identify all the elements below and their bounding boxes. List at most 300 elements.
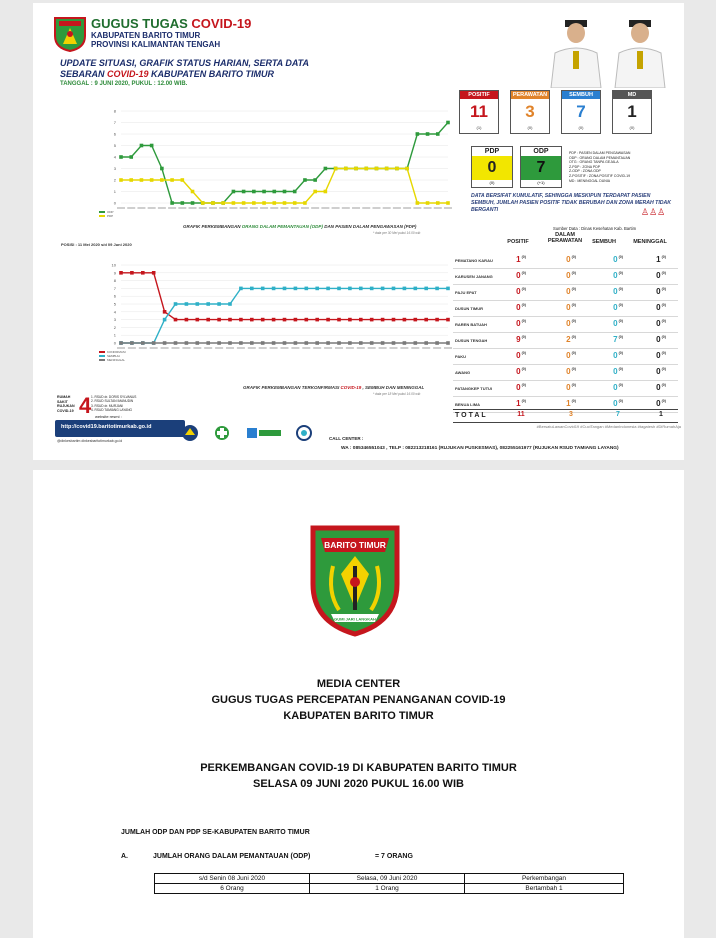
- data-point: [334, 167, 338, 171]
- y-tick-label: 6: [113, 131, 116, 137]
- x-tick-mark: [444, 347, 452, 349]
- region-value: 0$^{(0)}$: [656, 351, 666, 360]
- data-point: [293, 190, 297, 194]
- data-point: [446, 201, 450, 205]
- legend-line: PDP : PASIEN DALAM PENGAWASAN: [569, 151, 631, 155]
- data-point: [217, 318, 221, 322]
- x-tick-mark: [400, 347, 408, 349]
- infographic-title: GUGUS TUGAS COVID-19: [91, 16, 252, 31]
- data-point: [344, 167, 348, 171]
- data-point: [252, 190, 256, 194]
- x-tick-mark: [182, 347, 190, 349]
- hashtags: #BersatuLawanCovid19 #CuciTangan #MedanIndonesia #tagatesh #DiRumahAja: [536, 424, 681, 429]
- regency-logo-icon: [53, 16, 87, 52]
- region-value: 0$^{(0)}$: [566, 303, 576, 312]
- hospital-count: 4: [79, 393, 92, 418]
- x-tick-mark: [270, 347, 278, 349]
- legend-label: KONFIRMASI: [107, 350, 126, 354]
- stat-positif-value: 11: [470, 102, 488, 121]
- x-tick-mark: [189, 207, 197, 209]
- data-point: [436, 201, 440, 205]
- legend-label: PDP: [107, 214, 114, 218]
- x-tick-mark: [193, 347, 201, 349]
- call-center-label: CALL CENTER :: [329, 436, 364, 441]
- region-value: 0$^{(0)}$: [516, 367, 526, 376]
- data-point: [337, 318, 341, 322]
- data-point: [348, 287, 352, 291]
- x-tick-mark: [434, 207, 442, 209]
- x-tick-mark: [127, 207, 135, 209]
- data-point: [426, 201, 430, 205]
- legend-line: OTG : ORANG TANPA GEJALA: [569, 160, 619, 165]
- data-point: [163, 341, 167, 345]
- germas-logo-icon: [247, 424, 283, 442]
- data-point: [242, 190, 246, 194]
- data-point: [392, 341, 396, 345]
- data-point: [160, 178, 164, 182]
- data-point: [141, 271, 145, 275]
- stat-md-change: (0): [629, 125, 635, 130]
- data-point: [313, 190, 317, 194]
- x-tick-mark: [248, 347, 256, 349]
- legend-swatch: [99, 351, 105, 353]
- x-tick-mark: [209, 207, 217, 209]
- x-tick-mark: [229, 207, 237, 209]
- region-value: 0$^{(0)}$: [613, 287, 623, 296]
- region-value: 0$^{(0)}$: [656, 399, 666, 408]
- hospital-list: [91, 395, 151, 413]
- y-tick-label: 3: [113, 166, 116, 171]
- x-tick-mark: [215, 347, 223, 349]
- data-point: [359, 318, 363, 322]
- region-value: 0$^{(0)}$: [656, 319, 666, 328]
- data-point: [239, 318, 243, 322]
- y-tick-label: 8: [113, 278, 116, 284]
- odp-change: (+1): [537, 180, 545, 185]
- data-point: [315, 318, 319, 322]
- table-row: [453, 317, 678, 333]
- x-tick-mark: [237, 347, 245, 349]
- legend-swatch: [99, 355, 105, 357]
- data-point: [181, 178, 185, 182]
- stat-positif: [459, 90, 499, 134]
- media-center-title: MEDIA CENTER: [316, 678, 401, 690]
- data-point: [381, 318, 385, 322]
- data-point: [272, 341, 276, 345]
- data-point: [414, 318, 418, 322]
- y-tick-label: 0: [113, 200, 116, 206]
- x-tick-mark: [332, 207, 340, 209]
- region-value: 1$^{(0)}$: [566, 399, 576, 408]
- data-point: [403, 287, 407, 291]
- data-point: [191, 190, 195, 194]
- legend-label: SEMBUH: [107, 354, 120, 358]
- data-point: [370, 287, 374, 291]
- x-tick-mark: [128, 347, 136, 349]
- stat-md-label: MD: [613, 91, 651, 99]
- region-name: DUSUN TENGAH: [455, 338, 488, 343]
- region-value: 0$^{(0)}$: [516, 319, 526, 328]
- data-point: [261, 318, 265, 322]
- data-point: [446, 121, 450, 125]
- data-point: [185, 302, 189, 306]
- infographic-regency: KABUPATEN BARITO TIMUR: [91, 31, 201, 40]
- y-tick-label: 1: [113, 189, 116, 194]
- social-handles: @dinkesbartim dinkesbaritotimurkab.go.id: [57, 439, 123, 443]
- people-icon: ♙♙♙: [641, 207, 666, 217]
- x-tick-mark: [311, 207, 319, 209]
- data-point: [163, 318, 167, 322]
- x-tick-mark: [240, 207, 248, 209]
- data-point: [435, 341, 439, 345]
- data-point: [294, 341, 298, 345]
- col-perawatan: DALAM PERAWATAN: [547, 232, 583, 244]
- x-tick-mark: [321, 207, 329, 209]
- region-value: 0$^{(0)}$: [656, 335, 666, 344]
- region-value: 0$^{(0)}$: [516, 271, 526, 280]
- table-row: [453, 349, 678, 365]
- region-value: 0$^{(0)}$: [566, 351, 576, 360]
- covid-infographic: [33, 3, 684, 460]
- x-tick-mark: [372, 207, 380, 209]
- data-point: [405, 167, 409, 171]
- data-point: [272, 318, 276, 322]
- data-point: [354, 167, 358, 171]
- website-link[interactable]: http://covid19.baritotimurkab.go.id: [61, 424, 152, 430]
- table-cell: Bertambah 1: [465, 884, 624, 894]
- data-point: [293, 201, 297, 205]
- data-point: [221, 201, 225, 205]
- data-point: [119, 341, 123, 345]
- x-tick-mark: [422, 347, 430, 349]
- data-point: [174, 302, 178, 306]
- data-point: [250, 341, 254, 345]
- total-label: TOTAL: [455, 412, 488, 419]
- data-point: [403, 318, 407, 322]
- total-meninggal: 1: [659, 411, 663, 418]
- region-value: 0$^{(0)}$: [566, 367, 576, 376]
- odp-value: 7: [521, 156, 561, 180]
- data-point: [283, 190, 287, 194]
- x-tick-mark: [137, 207, 145, 209]
- x-tick-mark: [357, 347, 365, 349]
- table-row: [453, 365, 678, 381]
- data-point: [303, 178, 307, 182]
- data-point: [170, 201, 174, 205]
- data-point: [150, 178, 154, 182]
- table-header: s/d Senin 08 Juni 2020: [155, 874, 310, 884]
- data-point: [250, 318, 254, 322]
- data-point: [370, 318, 374, 322]
- pdp-label: PDP: [484, 148, 500, 155]
- col-meninggal: MENINGGAL: [633, 239, 667, 245]
- data-point: [174, 318, 178, 322]
- data-point: [326, 287, 330, 291]
- data-point: [348, 341, 352, 345]
- chart1-note: * data per 30 Mei pukul 16.00 wib: [373, 231, 421, 235]
- data-point: [315, 341, 319, 345]
- data-point: [119, 155, 123, 159]
- data-point: [424, 318, 428, 322]
- data-point: [217, 341, 221, 345]
- data-point: [364, 167, 368, 171]
- hospital-item: 2. RSUD SULTAN IMANUDIN: [91, 399, 134, 404]
- x-tick-mark: [226, 347, 234, 349]
- x-tick-mark: [199, 207, 207, 209]
- table-row: [453, 301, 678, 317]
- regency-title: KABUPATEN BARITO TIMUR: [283, 710, 434, 722]
- region-value: 9$^{(0)}$: [516, 335, 526, 344]
- data-point: [160, 167, 164, 171]
- x-tick-mark: [281, 207, 289, 209]
- data-point: [305, 318, 309, 322]
- legend-swatch: [99, 211, 105, 213]
- table-row: [155, 884, 624, 894]
- region-value: 0$^{(0)}$: [566, 319, 576, 328]
- chart2-period: POSISI : 11 Mei 2020 s/d 09 Juni 2020: [61, 242, 132, 247]
- x-tick-mark: [148, 207, 156, 209]
- data-point: [272, 287, 276, 291]
- data-point: [305, 341, 309, 345]
- infographic-province: PROVINSI KALIMANTAN TENGAH: [91, 40, 221, 49]
- website-header: website resmi :: [95, 414, 122, 419]
- legend-line: ODP : ORANG DALAM PEMANTAUAN: [569, 155, 631, 160]
- region-value: 0$^{(0)}$: [656, 271, 666, 280]
- data-point: [206, 341, 210, 345]
- odp-box: [520, 146, 562, 188]
- region-value: 0$^{(0)}$: [566, 287, 576, 296]
- region-value: 0$^{(0)}$: [613, 399, 623, 408]
- data-point: [414, 287, 418, 291]
- data-point: [283, 201, 287, 205]
- region-name: PAJU EPAT: [455, 290, 477, 295]
- stat-positif-change: (1): [476, 125, 482, 130]
- x-tick-mark: [150, 347, 158, 349]
- chart1-caption: GRAFIK PERKEMBANGAN ORANG DALAM PEMANTAUAN (ODP) DAN PASIEN DALAM PENGAWASAN (PDP): [183, 224, 417, 229]
- data-point: [359, 341, 363, 345]
- x-tick-mark: [444, 207, 452, 209]
- data-point: [283, 341, 287, 345]
- x-tick-mark: [291, 207, 299, 209]
- x-tick-mark: [117, 347, 125, 349]
- data-point: [232, 201, 236, 205]
- x-tick-mark: [368, 347, 376, 349]
- data-point: [283, 318, 287, 322]
- data-point: [262, 190, 266, 194]
- x-tick-mark: [117, 207, 125, 209]
- emblem-banner-text: BARITO TIMUR: [324, 540, 386, 550]
- data-point: [381, 341, 385, 345]
- data-point: [150, 144, 154, 148]
- table-row: [453, 333, 678, 349]
- region-value: 0$^{(0)}$: [516, 303, 526, 312]
- chart2-caption: GRAFIK PERKEMBANGAN TERKONFIRMASI COVID-19 , SEMBUH DAN MENINGGAL: [243, 385, 425, 390]
- table-header: Perkembangan: [465, 874, 624, 884]
- cumulative-note: DATA BERSIFAT KUMULATIF, SEHINGGA MESKIPUN TERDAPAT PASIEN SEMBUH, JUMLAH PASIEN POSITIF TIDAK BERUBAH DAN ZONA MERAH TIDAK BERGANTI: [471, 193, 672, 213]
- data-point: [152, 271, 156, 275]
- total-sembuh: 7: [616, 411, 620, 418]
- region-name: PEMATANG KARAU: [455, 258, 493, 263]
- emblem-motto-text: GUMI JARI LANGKAH: [334, 616, 376, 622]
- region-value: 0$^{(0)}$: [613, 383, 623, 392]
- data-point: [381, 287, 385, 291]
- stat-perawatan: [510, 90, 550, 134]
- region-name: BENUA LIMA: [455, 402, 480, 407]
- table-row: [453, 381, 678, 397]
- data-point: [303, 201, 307, 205]
- odp-table: [154, 873, 624, 894]
- stat-md-value: 1: [627, 102, 637, 121]
- call-center-numbers: WA : 085346551043 , TELP : 082213218161 (RUJUKAN PUSKESMAS), 082255161977 (RUJUKAN RSUD TAMIANG LAYANG): [341, 446, 619, 451]
- x-tick-mark: [250, 207, 258, 209]
- y-tick-label: 7: [113, 285, 116, 291]
- table-cell: 6 Orang: [155, 884, 310, 894]
- x-tick-mark: [259, 347, 267, 349]
- data-point: [416, 201, 420, 205]
- stat-sembuh-label: SEMBUH: [562, 91, 600, 99]
- y-tick-label: 7: [113, 120, 116, 125]
- table-cell: 1 Orang: [310, 884, 465, 894]
- x-tick-mark: [335, 347, 343, 349]
- data-point: [446, 341, 450, 345]
- data-point: [129, 178, 133, 182]
- data-point: [426, 132, 430, 136]
- legend-line: Z-ODP : ZONA ODP: [569, 169, 601, 174]
- y-tick-label: 4: [113, 154, 116, 160]
- update-date: TANGGAL : 9 JUNI 2020, PUKUL : 12.00 WIB.: [60, 81, 188, 87]
- x-tick-mark: [139, 347, 147, 349]
- data-point: [242, 201, 246, 205]
- data-point: [283, 287, 287, 291]
- col-sembuh: SEMBUH: [592, 239, 616, 245]
- region-value: 0$^{(0)}$: [613, 367, 623, 376]
- data-point: [435, 318, 439, 322]
- data-point: [196, 302, 200, 306]
- odp-item: [121, 853, 413, 860]
- x-tick-mark: [424, 207, 432, 209]
- region-value: 0$^{(0)}$: [656, 367, 666, 376]
- data-point: [375, 167, 379, 171]
- region-value: 0$^{(0)}$: [516, 287, 526, 296]
- x-tick-mark: [260, 207, 268, 209]
- data-point: [206, 302, 210, 306]
- data-point: [424, 287, 428, 291]
- data-point: [395, 167, 399, 171]
- data-point: [140, 178, 144, 182]
- stat-perawatan-label: PERAWATAN: [512, 92, 548, 98]
- data-point: [130, 271, 134, 275]
- stat-md: [612, 90, 652, 134]
- region-name: RAREN BATUAH: [455, 322, 487, 327]
- data-point: [337, 287, 341, 291]
- data-point: [416, 132, 420, 136]
- region-name: PATANGKEP TUTUI: [455, 386, 493, 391]
- region-value: 2$^{(0)}$: [566, 335, 576, 344]
- x-tick-mark: [362, 207, 370, 209]
- data-point: [239, 341, 243, 345]
- x-tick-mark: [324, 347, 332, 349]
- item-label: JUMLAH ORANG DALAM PEMANTAUAN (ODP): [153, 853, 311, 860]
- legend-line: MD : MENINGGAL DUNIA: [569, 178, 611, 183]
- stat-sembuh-value: 7: [576, 102, 586, 121]
- task-force-title: GUGUS TUGAS PERCEPATAN PENANGANAN COVID-19: [211, 694, 506, 706]
- region-value: 0$^{(0)}$: [566, 383, 576, 392]
- region-value: 1$^{(0)}$: [516, 399, 526, 408]
- data-point: [185, 318, 189, 322]
- y-tick-label: 4: [113, 309, 116, 315]
- region-value: 0$^{(0)}$: [566, 271, 576, 280]
- pdp-value: 0: [472, 156, 512, 180]
- region-value: 0$^{(0)}$: [613, 271, 623, 280]
- region-value: 0$^{(0)}$: [656, 303, 666, 312]
- x-tick-mark: [393, 207, 401, 209]
- data-point: [435, 287, 439, 291]
- data-point: [141, 341, 145, 345]
- y-tick-label: 2: [113, 177, 116, 183]
- data-point: [185, 341, 189, 345]
- data-point: [305, 287, 309, 291]
- x-tick-mark: [301, 207, 309, 209]
- x-tick-mark: [158, 207, 166, 209]
- data-point: [294, 287, 298, 291]
- data-point: [315, 287, 319, 291]
- data-point: [436, 132, 440, 136]
- data-point: [228, 341, 232, 345]
- data-point: [228, 302, 232, 306]
- region-value: 0$^{(0)}$: [613, 255, 623, 264]
- data-point: [211, 201, 215, 205]
- x-tick-mark: [433, 347, 441, 349]
- table-row: [453, 253, 678, 269]
- data-point: [261, 341, 265, 345]
- update-line-2: SEBARAN COVID-19 KABUPATEN BARITO TIMUR: [60, 69, 275, 79]
- y-tick-label: 5: [113, 143, 116, 148]
- region-value: 0$^{(0)}$: [613, 319, 623, 328]
- region-value: 7$^{(0)}$: [613, 335, 623, 344]
- data-point: [326, 341, 330, 345]
- kemenkes-logo-icon: [213, 424, 243, 442]
- update-line-1: UPDATE SITUASI, GRAFIK STATUS HARIAN, SERTA DATA: [60, 58, 309, 68]
- data-point: [424, 341, 428, 345]
- y-tick-label: 1: [113, 332, 116, 338]
- barito-timur-emblem-icon: [307, 522, 403, 638]
- data-point: [217, 302, 221, 306]
- region-value: 1$^{(0)}$: [516, 255, 526, 264]
- data-point: [446, 318, 450, 322]
- region-value: 0$^{(0)}$: [516, 351, 526, 360]
- table-header-row: [155, 874, 624, 884]
- press-release-page: [33, 470, 684, 938]
- data-point: [170, 178, 174, 182]
- x-tick-mark: [403, 207, 411, 209]
- region-name: KARUSEN JANANG: [455, 274, 493, 279]
- stat-positif-label: POSITIF: [460, 91, 498, 99]
- legend-line: Z-PDP : ZONA PDP: [569, 164, 601, 169]
- x-tick-mark: [413, 207, 421, 209]
- x-tick-mark: [352, 207, 360, 209]
- legend-label: MENINGGAL: [107, 358, 126, 362]
- stat-sembuh: [561, 90, 601, 134]
- data-point: [348, 318, 352, 322]
- data-point: [324, 190, 328, 194]
- data-point: [392, 318, 396, 322]
- chart2-note: * data per 18 Mei pukul 16.00 wib: [373, 392, 421, 396]
- data-point: [201, 201, 205, 205]
- data-point: [129, 155, 133, 159]
- y-tick-label: 8: [113, 108, 116, 114]
- data-point: [446, 287, 450, 291]
- data-point: [140, 144, 144, 148]
